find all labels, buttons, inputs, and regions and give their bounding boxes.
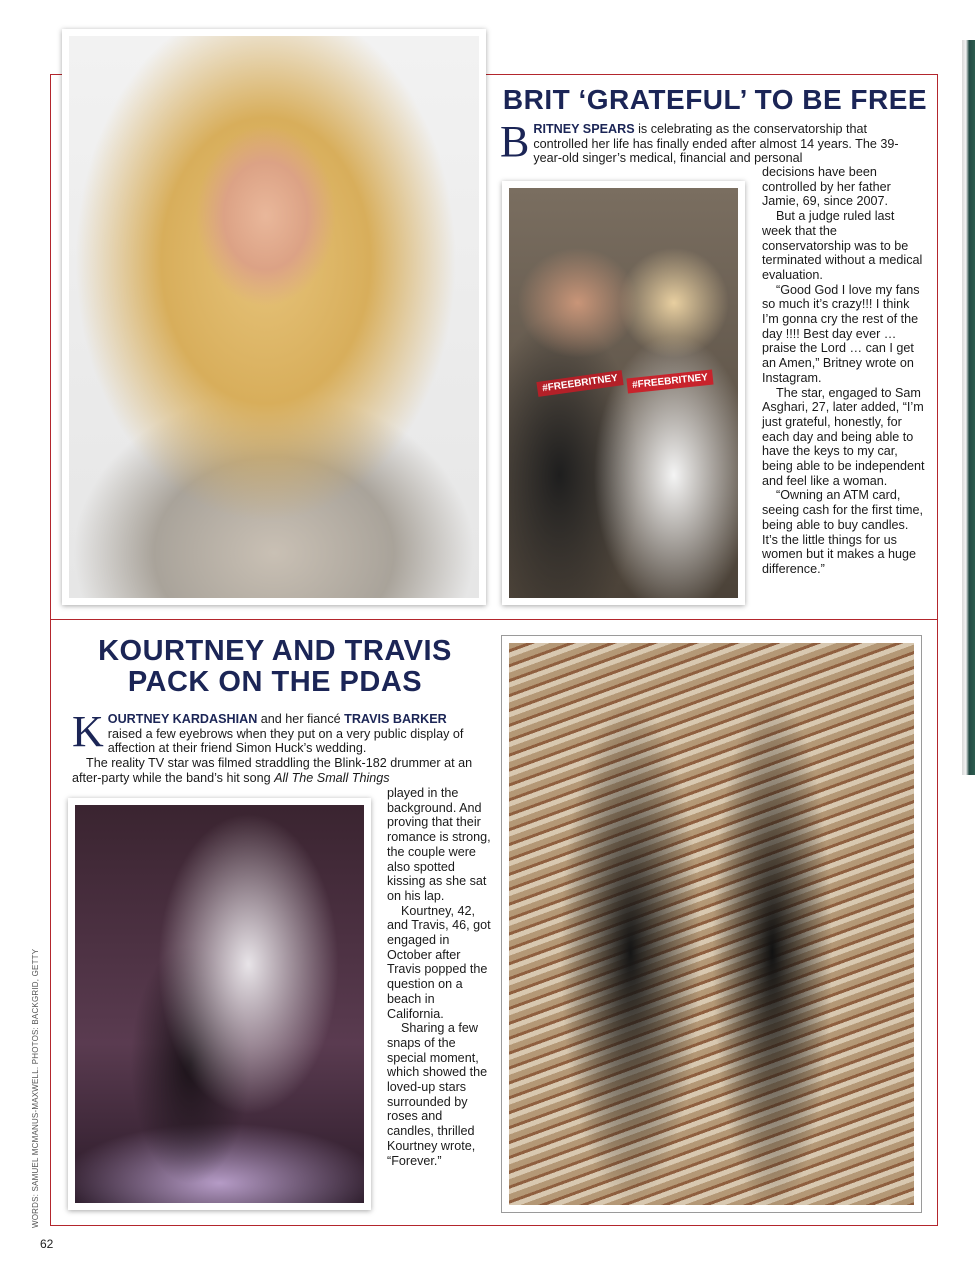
kourtney-travis-party-photo bbox=[68, 798, 371, 1210]
story1-paragraph: decisions have been controlled by her father Jamie, 69, since 2007. bbox=[762, 165, 891, 209]
story2-headline-line2: PACK ON THE PDAS bbox=[127, 666, 423, 698]
story1-lead-name: RITNEY SPEARS bbox=[533, 122, 635, 136]
story2-paragraph: played in the background. And proving that their romance is strong, the couple were also spotted kissing as she sat on his lap. bbox=[387, 786, 491, 903]
story2-song-title: All The Small Things bbox=[274, 770, 390, 785]
story2-paragraph: Kourtney, 42, and Travis, 46, got engaged in October after Travis popped the question on a beach in California. bbox=[387, 903, 491, 1021]
kourtney-travis-stairs-photo bbox=[502, 636, 921, 1212]
story1-headline: BRIT ‘GRATEFUL’ TO BE FREE bbox=[502, 84, 928, 115]
story2-lead-name: OURTNEY KARDASHIAN bbox=[107, 712, 258, 726]
story1-dropcap: B bbox=[500, 117, 530, 166]
story1-intro-text: is celebrating as the conservatorship that controlled her life has finally ended after almost 14 years. The 39-year-old singer’s medical, financial and personal bbox=[533, 122, 899, 166]
story2-intro-a: and her fiancé bbox=[257, 712, 345, 726]
photo-credits: WORDS: SAMUEL MCMANUS-MAXWELL. PHOTOS: BACKGRID, GETTY bbox=[31, 948, 40, 1228]
story1-paragraph: “Owning an ATM card, seeing cash for the first time, being able to buy candles. It’s the little things for us women but it makes a huge difference.” bbox=[762, 488, 923, 576]
story1-paragraph: “Good God I love my fans so much it’s crazy!!! I think I’m gonna cry the rest of the day !!!! Best day ever … praise the Lord … can I get an Amen,” Britney wrote on Instagram. bbox=[762, 282, 920, 385]
story1-paragraph: The star, engaged to Sam Asghari, 27, later added, “I’m just grateful, honestly, for each day and being able to have the keys to my car, being able to be independent and feel like a woman. bbox=[762, 385, 925, 488]
story2-para2-text: The reality TV star was filmed straddling the Blink-182 drummer at an after-party while the band’s hit song bbox=[72, 756, 473, 785]
story2-intro-b: raised a few eyebrows when they put on a very public display of affection at their friend Simon Huck’s wedding. bbox=[107, 726, 464, 756]
story2-dropcap: K bbox=[72, 707, 104, 756]
adjacent-page-edge bbox=[962, 40, 975, 775]
story2-paragraph: Sharing a few snaps of the special moment, which showed the loved-up stars surrounded by roses and candles, thrilled Kourtney wrote, “Forever.” bbox=[387, 1021, 488, 1168]
britney-portrait-photo bbox=[62, 29, 486, 605]
story2-headline bbox=[70, 636, 480, 698]
story1-column bbox=[762, 165, 926, 577]
story2-column bbox=[387, 786, 491, 1168]
story2-second-name: TRAVIS BARKER bbox=[344, 712, 447, 726]
shirt-slogan-right: #FREEBRITNEY bbox=[626, 370, 713, 394]
story1-intro bbox=[500, 117, 925, 166]
story2-headline-line1: KOURTNEY AND TRAVIS bbox=[98, 635, 452, 667]
britney-sam-selfie-photo bbox=[502, 181, 745, 605]
story1-paragraph: But a judge ruled last week that the conservatorship was to be terminated without a medical evaluation. bbox=[762, 209, 923, 282]
shirt-slogan-left: #FREEBRITNEY bbox=[536, 370, 623, 397]
page-number: 62 bbox=[40, 1237, 54, 1251]
story2-intro bbox=[72, 707, 482, 786]
